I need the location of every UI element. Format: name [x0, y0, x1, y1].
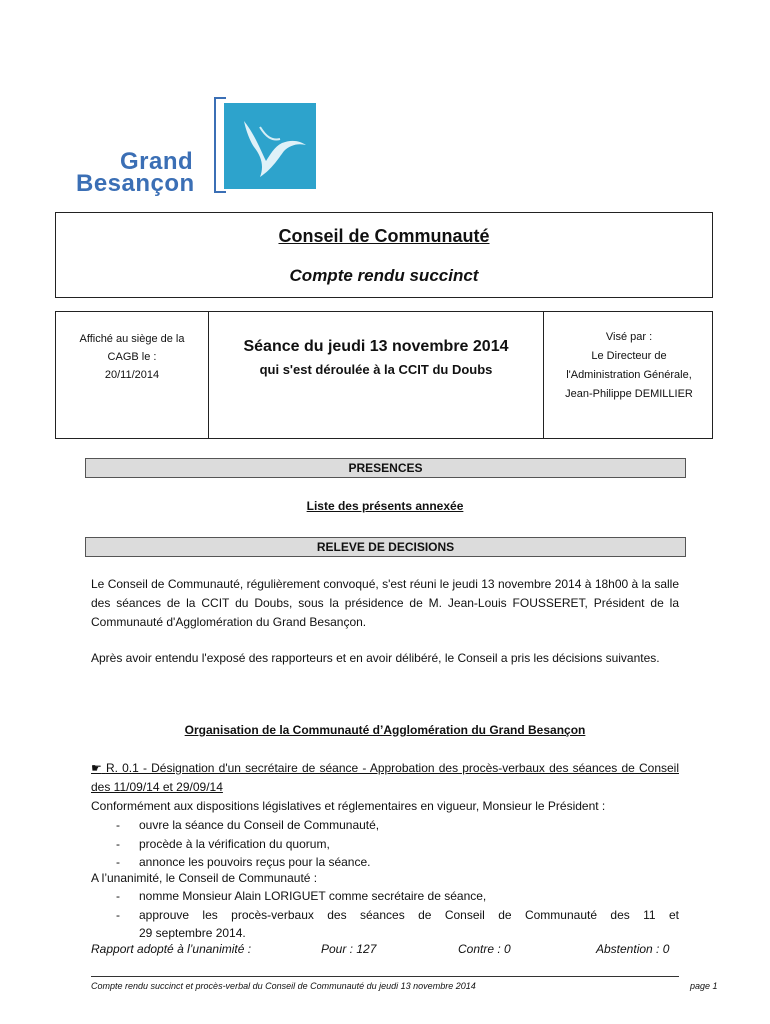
- page-number: page 1: [690, 981, 718, 991]
- affichage-line: CAGB le :: [107, 351, 157, 363]
- report-title-text: R. 0.1 - Désignation d'un secrétaire de séance - Approbation des procès-verbaux des séances de Conseil des 11/09/14 et 29/09/14: [91, 761, 679, 794]
- affichage-date: 20/11/2014: [104, 369, 160, 381]
- footer-divider: [91, 976, 679, 977]
- list-item: procède à la vérification du quorum,: [139, 837, 330, 851]
- list-item-continued: 29 septembre 2014.: [139, 926, 246, 940]
- list-item: nomme Monsieur Alain LORIGUET comme secrétaire de séance,: [139, 889, 487, 903]
- bullet-dash: -: [116, 837, 120, 851]
- vise-line: Visé par :: [605, 331, 653, 343]
- list-item: ouvre la séance du Conseil de Communauté,: [139, 818, 380, 832]
- vote-label: Rapport adopté à l’unanimité :: [91, 942, 252, 956]
- bullet-dash: -: [116, 855, 120, 869]
- decision-paragraph: Après avoir entendu l'exposé des rapporteurs et en avoir délibéré, le Conseil a pris les décisions suivantes.: [91, 651, 660, 665]
- document-subtitle: Compte rendu succinct: [289, 266, 479, 285]
- vote-result: [91, 942, 679, 961]
- vote-contre: Contre : 0: [458, 942, 511, 956]
- vise-line: Le Directeur de: [591, 350, 667, 362]
- list-item: annonce les pouvoirs reçus pour la séance.: [139, 855, 371, 869]
- document-title: Conseil de Communauté: [278, 226, 490, 246]
- affichage-line: Affiché au siège de la: [79, 333, 185, 345]
- affichage-info: [56, 330, 208, 384]
- liste-presents-link: Liste des présents annexée: [306, 499, 464, 513]
- list-item: approuve les procès-verbaux des séances de Conseil de Communauté des 11 et: [139, 908, 679, 922]
- logo-bird-icon: [200, 97, 320, 193]
- report-title: [91, 759, 679, 797]
- vise-name: Jean-Philippe DEMILLIER: [565, 388, 693, 400]
- logo-text-besancon: Besançon: [76, 170, 195, 197]
- section-presences: PRESENCES: [85, 458, 686, 478]
- seance-box: [55, 311, 713, 439]
- seance-title: Séance du jeudi 13 novembre 2014: [243, 338, 509, 355]
- intro-paragraph: Le Conseil de Communauté, régulièrement convoqué, s'est réuni le jeudi 13 novembre 2014 à 18h00 à la salle des séances de la CCIT du Doubs, sous la présidence de M. Jean-Louis FOUSSERET, Président de la Communauté d'Agglomération du Grand Besançon.: [91, 577, 679, 629]
- vote-abstention: Abstention : 0: [596, 942, 670, 956]
- vise-info: [544, 328, 714, 404]
- vote-pour: Pour : 127: [321, 942, 377, 956]
- bullet-dash: -: [116, 818, 120, 832]
- bullet-dash: -: [116, 908, 120, 922]
- section-releve: RELEVE DE DECISIONS: [85, 537, 686, 557]
- title-box: [55, 212, 713, 298]
- unanimity-line: A l’unanimité, le Conseil de Communauté :: [91, 871, 318, 885]
- logo-text-grand: Grand: [120, 148, 194, 175]
- seance-location: qui s'est déroulée à la CCIT du Doubs: [259, 362, 493, 377]
- footer-text: Compte rendu succinct et procès-verbal du Conseil de Communauté du jeudi 13 novembre 2014: [91, 981, 476, 991]
- report-intro: Conformément aux dispositions législatives et réglementaires en vigueur, Monsieur le Président :: [91, 799, 606, 813]
- organisation-heading: Organisation de la Communauté d’Agglomération du Grand Besançon: [184, 723, 586, 737]
- pointing-hand-icon: ☛: [91, 761, 102, 775]
- vise-line: l'Administration Générale,: [566, 369, 692, 381]
- bullet-dash: -: [116, 889, 120, 903]
